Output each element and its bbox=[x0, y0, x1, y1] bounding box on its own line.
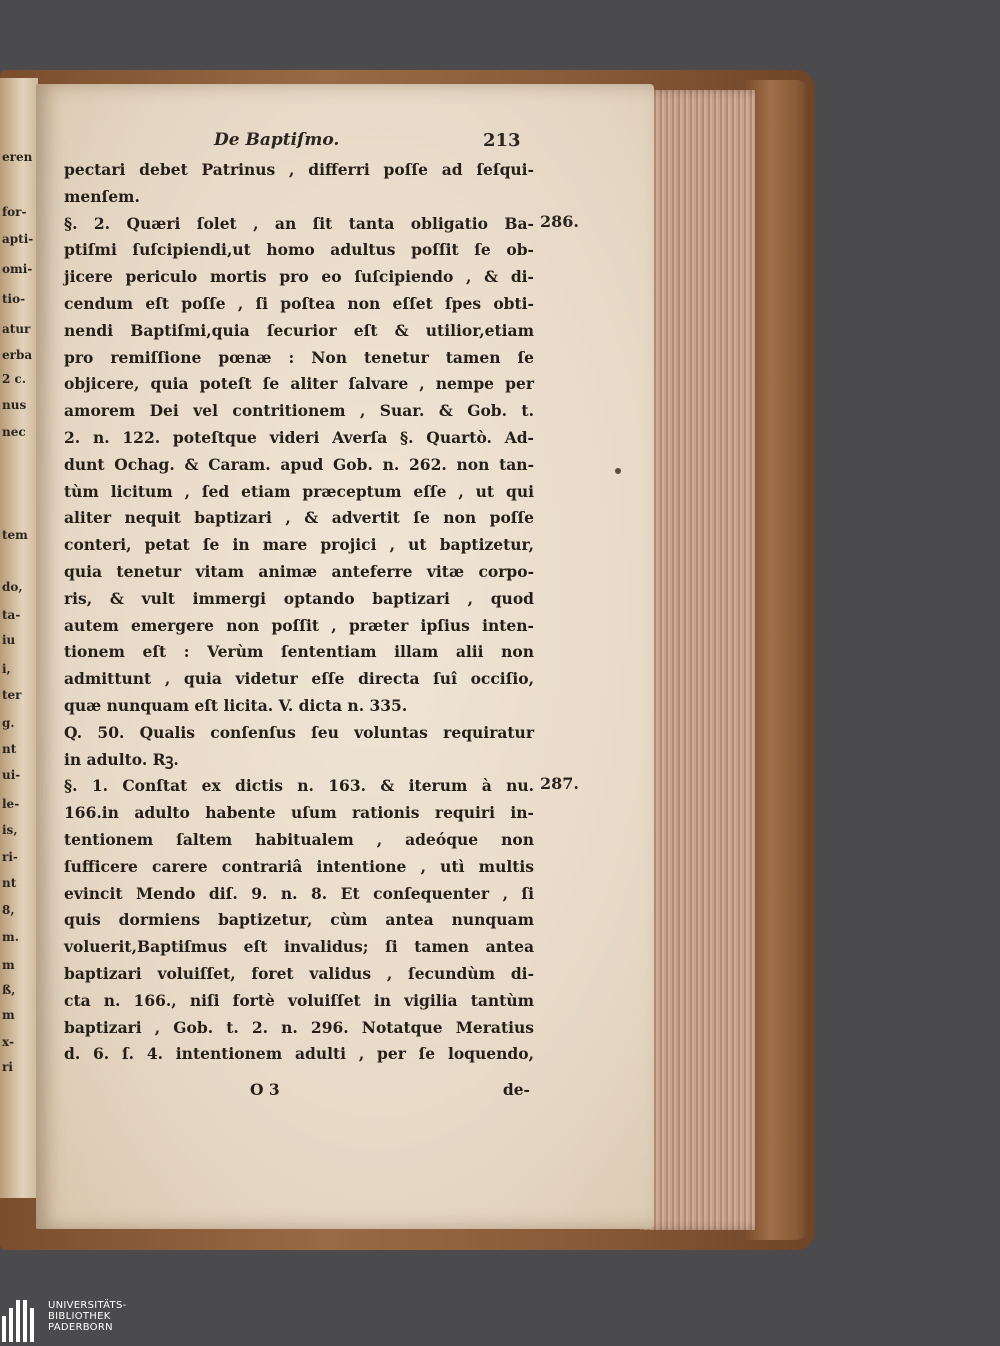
text-line: tùm licitum , ſed etiam præceptum eſſe , ut qui bbox=[64, 481, 534, 501]
text-line: d. 6. ſ. 4. intentionem adulti , per ſe loquendo, bbox=[64, 1044, 534, 1064]
text-line: conteri, petat ſe in mare projici , ut baptizetur, bbox=[64, 535, 534, 555]
left-page-fragment: x- bbox=[2, 1035, 14, 1049]
page-edges bbox=[640, 90, 755, 1230]
margin-number: 286. bbox=[540, 212, 579, 231]
left-page-fragment: 8, bbox=[2, 903, 15, 917]
text-line: quis dormiens baptizetur, cùm antea nunquam bbox=[64, 910, 534, 930]
text-line: pectari debet Patrinus , differri poſſe ad ſeſqui- bbox=[64, 160, 534, 179]
text-line: tentionem ſaltem habitualem , adeóque non bbox=[64, 830, 534, 849]
left-page-fragment: nt bbox=[2, 876, 17, 890]
left-page-fragment: ß, bbox=[2, 983, 16, 997]
left-page-fragment: atur bbox=[2, 322, 31, 336]
left-page-fragment: iu bbox=[2, 633, 16, 647]
text-line: amorem Dei vel contritionem , Suar. & Gob. t. bbox=[64, 401, 534, 421]
running-title: De Baptiſmo. bbox=[214, 130, 340, 150]
text-line: nendi Baptiſmi,quia ſecurior eſt & utilior,etiam bbox=[64, 320, 534, 340]
left-page-fragment: ri- bbox=[2, 850, 18, 864]
text-line: voluerit,Baptiſmus eſt invalidus; ſi tamen antea bbox=[64, 937, 534, 957]
text-line: quia tenetur vitam animæ anteferre vitæ corpo- bbox=[64, 562, 534, 581]
left-page-fragment: g. bbox=[2, 716, 15, 730]
left-page-fragment: m bbox=[2, 958, 15, 972]
text-line: 166.in adulto habente uſum rationis requiri in- bbox=[64, 803, 534, 823]
footer-bar bbox=[0, 1296, 1000, 1346]
text-line: §. 1. Conſtat ex dictis n. 163. & iterum à nu. bbox=[64, 776, 534, 796]
text-line: cendum eſt poſſe , ſi poſtea non eſſet ſpes obti- bbox=[64, 294, 534, 313]
left-page-edge bbox=[0, 78, 38, 1198]
left-page-fragment: ta- bbox=[2, 608, 21, 622]
library-name-line1: UNIVERSITÄTS- bbox=[48, 1300, 127, 1311]
ink-spot bbox=[615, 468, 621, 474]
library-logo-icon bbox=[2, 1300, 42, 1342]
text-line: ſufficere carere contrariâ intentione , utì multis bbox=[64, 856, 534, 876]
text-line: ris, & vult immergi optando baptizari , quod bbox=[64, 588, 534, 608]
text-line: baptizari , Gob. t. 2. n. 296. Notatque Meratius bbox=[64, 1017, 534, 1037]
text-line: dunt Ochag. & Caram. apud Gob. n. 262. non tan- bbox=[64, 454, 534, 474]
text-line: menſem. bbox=[64, 186, 140, 206]
text-line: aliter nequit baptizari , & advertit ſe non poſſe bbox=[64, 508, 534, 528]
left-page-fragment: for- bbox=[2, 205, 27, 219]
text-line: ptiſmi ſuſcipiendi,ut homo adultus poſſit ſe ob- bbox=[64, 240, 534, 260]
left-page-fragment: ui- bbox=[2, 768, 21, 782]
left-page-fragment: do, bbox=[2, 580, 23, 594]
left-page-fragment: apti- bbox=[2, 232, 34, 246]
text-line: tionem eſt : Verùm ſententiam illam alii non bbox=[64, 642, 534, 662]
left-page-fragment: m bbox=[2, 1008, 15, 1022]
left-page-fragment: eren bbox=[2, 150, 33, 164]
text-line: 2. n. 122. poteſtque videri Averſa §. Quartò. Ad- bbox=[64, 428, 534, 447]
text-line: cta n. 166., niſi fortè voluiſſet in vigilia tantùm bbox=[64, 990, 534, 1010]
page-number: 213 bbox=[483, 130, 521, 151]
text-line: autem emergere non poſſit , præter ipſius inten- bbox=[64, 615, 534, 635]
text-line: admittunt , quia videtur eſſe directa ſuî occiſio, bbox=[64, 669, 534, 689]
left-page-fragment: tem bbox=[2, 528, 28, 542]
text-line: baptizari voluiſſet, foret validus , ſecundùm di- bbox=[64, 964, 534, 983]
left-page-fragment: ter bbox=[2, 688, 22, 702]
left-page-fragment: le- bbox=[2, 797, 20, 811]
left-page-fragment: tio- bbox=[2, 292, 26, 306]
text-line: quæ nunquam eſt licita. V. dicta n. 335. bbox=[64, 696, 408, 715]
signature-mark: O 3 bbox=[250, 1080, 280, 1099]
library-name-line3: PADERBORN bbox=[48, 1322, 113, 1333]
text-line: in adulto. Rꝫ. bbox=[64, 749, 179, 769]
left-page-fragment: nus bbox=[2, 398, 27, 412]
left-page-fragment: ri bbox=[2, 1060, 13, 1074]
catchword: de- bbox=[502, 1080, 530, 1099]
left-page-fragment: 2 c. bbox=[2, 372, 27, 386]
left-page-fragment: is, bbox=[2, 823, 18, 837]
left-page-fragment: nec bbox=[2, 425, 26, 439]
left-page-fragment: i, bbox=[2, 662, 11, 676]
left-page-fragment: erba bbox=[2, 348, 33, 362]
text-line: jicere periculo mortis pro eo ſuſcipiendo , & di- bbox=[64, 267, 534, 287]
text-line: evincit Mendo diſ. 9. n. 8. Et conſequenter , ſi bbox=[64, 883, 534, 903]
text-line: Q. 50. Qualis conſenſus ſeu voluntas requiratur bbox=[64, 722, 534, 742]
text-line: §. 2. Quæri ſolet , an ſit tanta obligatio Ba- bbox=[64, 213, 534, 233]
text-line: pro remiſſione pœnæ : Non tenetur tamen ſe bbox=[64, 347, 534, 367]
left-page-fragment: omi- bbox=[2, 262, 33, 276]
library-name-line2: BIBLIOTHEK bbox=[48, 1311, 111, 1322]
text-line: objicere, quia poteſt ſe aliter ſalvare , nempe per bbox=[64, 374, 534, 394]
left-page-fragment: m. bbox=[2, 930, 19, 944]
margin-number: 287. bbox=[540, 774, 579, 793]
left-page-fragment: nt bbox=[2, 742, 17, 756]
